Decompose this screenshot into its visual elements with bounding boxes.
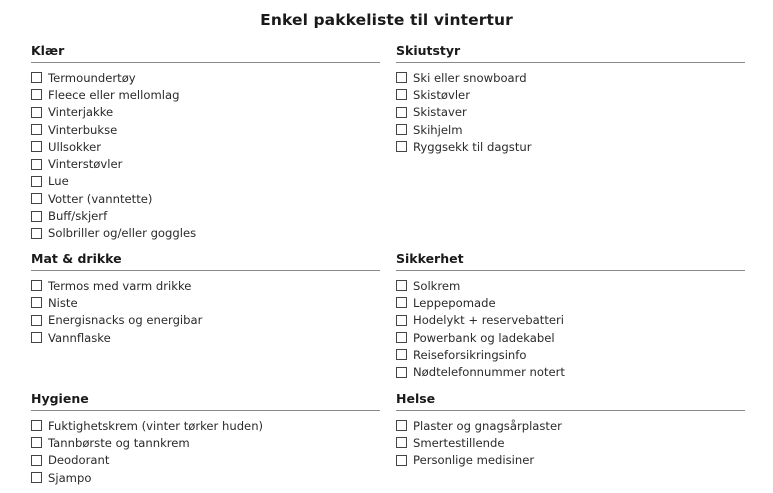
checkbox-icon[interactable]: [31, 437, 42, 448]
section-divider: [396, 410, 745, 411]
checklist-item-label: Termoundertøy: [48, 70, 136, 85]
checklist: [396, 417, 745, 469]
checkbox-icon[interactable]: [396, 89, 407, 100]
checklist-item[interactable]: [31, 121, 380, 138]
checklist-item[interactable]: [31, 329, 380, 346]
checklist-item[interactable]: [396, 121, 745, 138]
checkbox-icon[interactable]: [31, 107, 42, 118]
section-divider: [396, 62, 745, 63]
checkbox-icon[interactable]: [396, 349, 407, 360]
section-heading: Skiutstyr: [396, 43, 461, 58]
checklist: [396, 69, 745, 155]
checklist-item-label: Nødtelefonnummer notert: [413, 365, 565, 380]
checklist-item-label: Lue: [48, 174, 69, 189]
checklist-item-label: Votter (vanntette): [48, 191, 153, 206]
checklist-item-label: Deodorant: [48, 453, 110, 468]
checklist-item[interactable]: [31, 69, 380, 86]
checkbox-icon[interactable]: [31, 141, 42, 152]
checkbox-icon[interactable]: [31, 176, 42, 187]
checklist-item[interactable]: [396, 363, 745, 380]
section-klaer: [31, 42, 380, 242]
checklist-item[interactable]: [31, 434, 380, 451]
checklist-item-label: Leppepomade: [413, 295, 496, 310]
checkbox-icon[interactable]: [31, 159, 42, 170]
checklist-item[interactable]: [31, 104, 380, 121]
checklist-item-label: Vinterstøvler: [48, 157, 123, 172]
checkbox-icon[interactable]: [31, 193, 42, 204]
checklist-item[interactable]: [396, 138, 745, 155]
checklist-item[interactable]: [396, 312, 745, 329]
checkbox-icon[interactable]: [396, 107, 407, 118]
checklist-item-label: Termos med varm drikke: [48, 278, 192, 293]
checklist-item[interactable]: [396, 434, 745, 451]
checkbox-icon[interactable]: [31, 472, 42, 483]
checklist-item-label: Vinterjakke: [48, 105, 114, 120]
checklist-item[interactable]: [31, 312, 380, 329]
checklist-item-label: Powerbank og ladekabel: [413, 330, 555, 345]
section-sikkerhet: [396, 250, 745, 381]
checklist-item[interactable]: [31, 469, 380, 486]
checklist-item-label: Hodelykt + reservebatteri: [413, 313, 564, 328]
checklist-item-label: Ullsokker: [48, 139, 101, 154]
checkbox-icon[interactable]: [396, 124, 407, 135]
checklist-item[interactable]: [396, 346, 745, 363]
checklist-item[interactable]: [31, 190, 380, 207]
checkbox-icon[interactable]: [31, 211, 42, 222]
section-heading: Klær: [31, 43, 65, 58]
checklist-item-label: Energisnacks og energibar: [48, 313, 203, 328]
section-divider: [31, 62, 380, 63]
section-hygiene: [31, 390, 380, 486]
checkbox-icon[interactable]: [396, 367, 407, 378]
checklist-item-label: Skistøvler: [413, 87, 470, 102]
checkbox-icon[interactable]: [31, 297, 42, 308]
section-skiutstyr: [396, 42, 745, 155]
checkbox-icon[interactable]: [396, 297, 407, 308]
checklist-item-label: Skistaver: [413, 105, 467, 120]
checklist: [31, 277, 380, 346]
section-heading: Helse: [396, 391, 436, 406]
checkbox-icon[interactable]: [396, 420, 407, 431]
checkbox-icon[interactable]: [31, 89, 42, 100]
checkbox-icon[interactable]: [396, 332, 407, 343]
checklist-item[interactable]: [31, 417, 380, 434]
checklist-item[interactable]: [396, 452, 745, 469]
checkbox-icon[interactable]: [31, 332, 42, 343]
section-divider: [396, 270, 745, 271]
checklist-item[interactable]: [31, 138, 380, 155]
checklist-item-label: Ski eller snowboard: [413, 70, 527, 85]
section-helse: [396, 390, 745, 469]
checklist-item-label: Sjampo: [48, 470, 92, 485]
checklist-item-label: Solbriller og/eller goggles: [48, 226, 197, 241]
checklist-item[interactable]: [31, 86, 380, 103]
section-divider: [31, 410, 380, 411]
checkbox-icon[interactable]: [396, 141, 407, 152]
checklist-item-label: Solkrem: [413, 278, 461, 293]
checklist-item-label: Tannbørste og tannkrem: [48, 435, 190, 450]
checklist: [396, 277, 745, 381]
page-title: Enkel pakkeliste til vintertur: [260, 11, 513, 29]
checklist-item[interactable]: [396, 69, 745, 86]
checklist-item-label: Buff/skjerf: [48, 209, 108, 224]
checklist-item-label: Skihjelm: [413, 122, 463, 137]
checkbox-icon[interactable]: [396, 315, 407, 326]
checklist-item-label: Fleece eller mellomlag: [48, 87, 180, 102]
checklist-item[interactable]: [396, 294, 745, 311]
checkbox-icon[interactable]: [396, 455, 407, 466]
section-heading: Sikkerhet: [396, 251, 464, 266]
checkbox-icon[interactable]: [396, 280, 407, 291]
checklist-item-label: Niste: [48, 295, 78, 310]
checklist-item[interactable]: [396, 329, 745, 346]
checklist: [31, 417, 380, 486]
checkbox-icon[interactable]: [31, 455, 42, 466]
checklist-item[interactable]: [31, 173, 380, 190]
checkbox-icon[interactable]: [31, 315, 42, 326]
checklist-item[interactable]: [396, 86, 745, 103]
section-heading: Hygiene: [31, 391, 89, 406]
checklist-item[interactable]: [31, 452, 380, 469]
checklist-item-label: Smertestillende: [413, 435, 505, 450]
checklist-item[interactable]: [31, 155, 380, 172]
checklist-item[interactable]: [396, 277, 745, 294]
section-mat-drikke: [31, 250, 380, 346]
checkbox-icon[interactable]: [31, 280, 42, 291]
checklist-item-label: Vannflaske: [48, 330, 111, 345]
checklist-item[interactable]: [31, 225, 380, 242]
checklist-item-label: Fuktighetskrem (vinter tørker huden): [48, 418, 264, 433]
checklist-item[interactable]: [31, 277, 380, 294]
checkbox-icon[interactable]: [31, 124, 42, 135]
checklist-item[interactable]: [31, 207, 380, 224]
section-divider: [31, 270, 380, 271]
checklist-item[interactable]: [396, 104, 745, 121]
checklist-item-label: Plaster og gnagsårplaster: [413, 418, 562, 433]
checkbox-icon[interactable]: [31, 420, 42, 431]
checklist-item-label: Reiseforsikringsinfo: [413, 347, 527, 362]
checklist-item-label: Personlige medisiner: [413, 453, 535, 468]
checklist-item[interactable]: [396, 417, 745, 434]
checklist: [31, 69, 380, 242]
checkbox-icon[interactable]: [31, 72, 42, 83]
checklist-item-label: Ryggsekk til dagstur: [413, 139, 532, 154]
section-heading: Mat & drikke: [31, 251, 122, 266]
checklist-item-label: Vinterbukse: [48, 122, 118, 137]
checklist-item[interactable]: [31, 294, 380, 311]
checkbox-icon[interactable]: [396, 437, 407, 448]
checkbox-icon[interactable]: [31, 228, 42, 239]
checkbox-icon[interactable]: [396, 72, 407, 83]
